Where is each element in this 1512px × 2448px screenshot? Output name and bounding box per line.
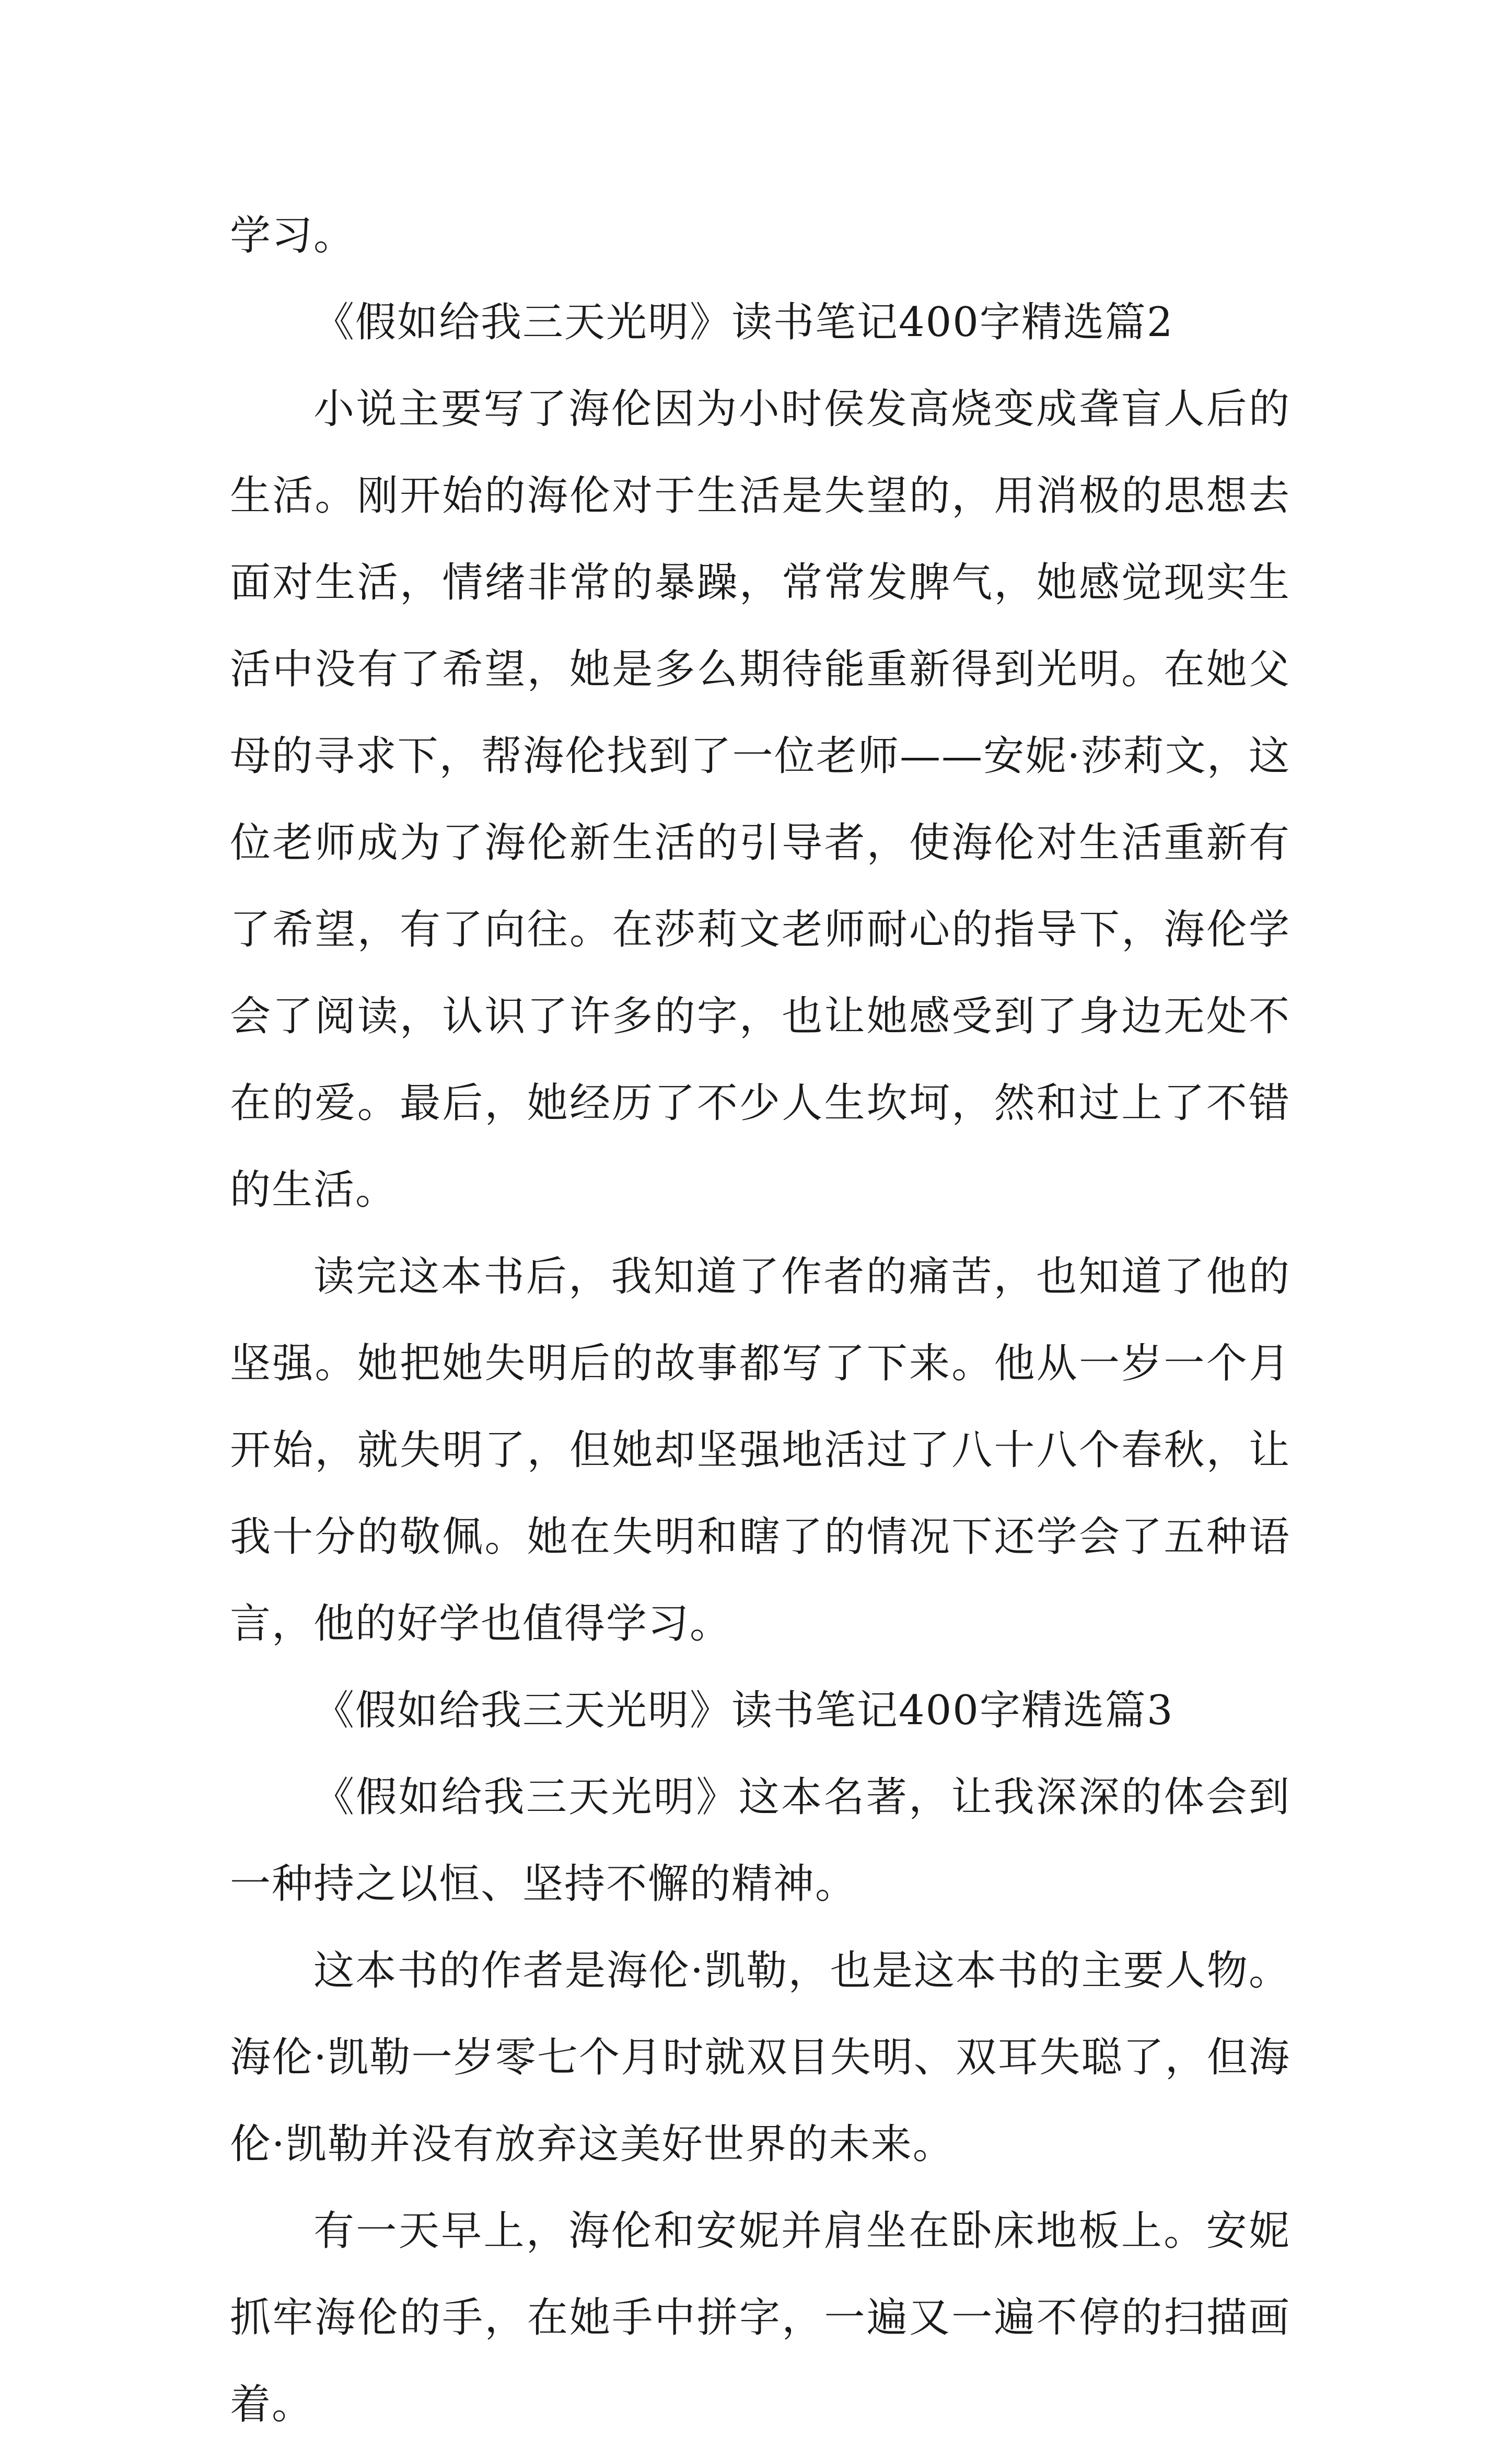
section-heading-2: 《假如给我三天光明》读书笔记400字精选篇2 <box>313 299 1174 346</box>
paragraph: 《假如给我三天光明》这本名著，让我深深的体会到一种持之以恒、坚持不懈的精神。 <box>230 1774 1290 1908</box>
section-heading-3: 《假如给我三天光明》读书笔记400字精选篇3 <box>313 1687 1174 1734</box>
paragraph: 这本书的作者是海伦·凯勒，也是这本书的主要人物。海伦·凯勒一岁零七个月时就双目失明、双耳失聪了，但海伦·凯勒并没有放弃这美好世界的未来。 <box>230 1947 1290 2168</box>
paragraph: 有一天早上，海伦和安妮并肩坐在卧床地板上。安妮抓牢海伦的手，在她手中拼字，一遍又一遍不停的扫描画着。 <box>230 2208 1290 2428</box>
paragraph-continuation: 学习。 <box>230 212 356 259</box>
paragraph: 读完这本书后，我知道了作者的痛苦，也知道了他的坚强。她把她失明后的故事都写了下来。他从一岁一个月开始，就失明了，但她却坚强地活过了八十八个春秋，让我十分的敬佩。她在失明和瞎了的情况下还学会了五种语言，他的好学也值得学习。 <box>230 1253 1290 1647</box>
document-body <box>230 192 1290 2448</box>
paragraph: 小说主要写了海伦因为小时侯发高烧变成聋盲人后的生活。刚开始的海伦对于生活是失望的，用消极的思想去面对生活，情绪非常的暴躁，常常发脾气，她感觉现实生活中没有了希望，她是多么期待能重新得到光明。在她父母的寻求下，帮海伦找到了一位老师——安妮·莎莉文，这位老师成为了海伦新生活的引导者，使海伦对生活重新有了希望，有了向往。在莎莉文老师耐心的指导下，海伦学会了阅读，认识了许多的字，也让她感受到了身边无处不在的爱。最后，她经历了不少人生坎坷，然和过上了不错的生活。 <box>230 386 1290 1214</box>
